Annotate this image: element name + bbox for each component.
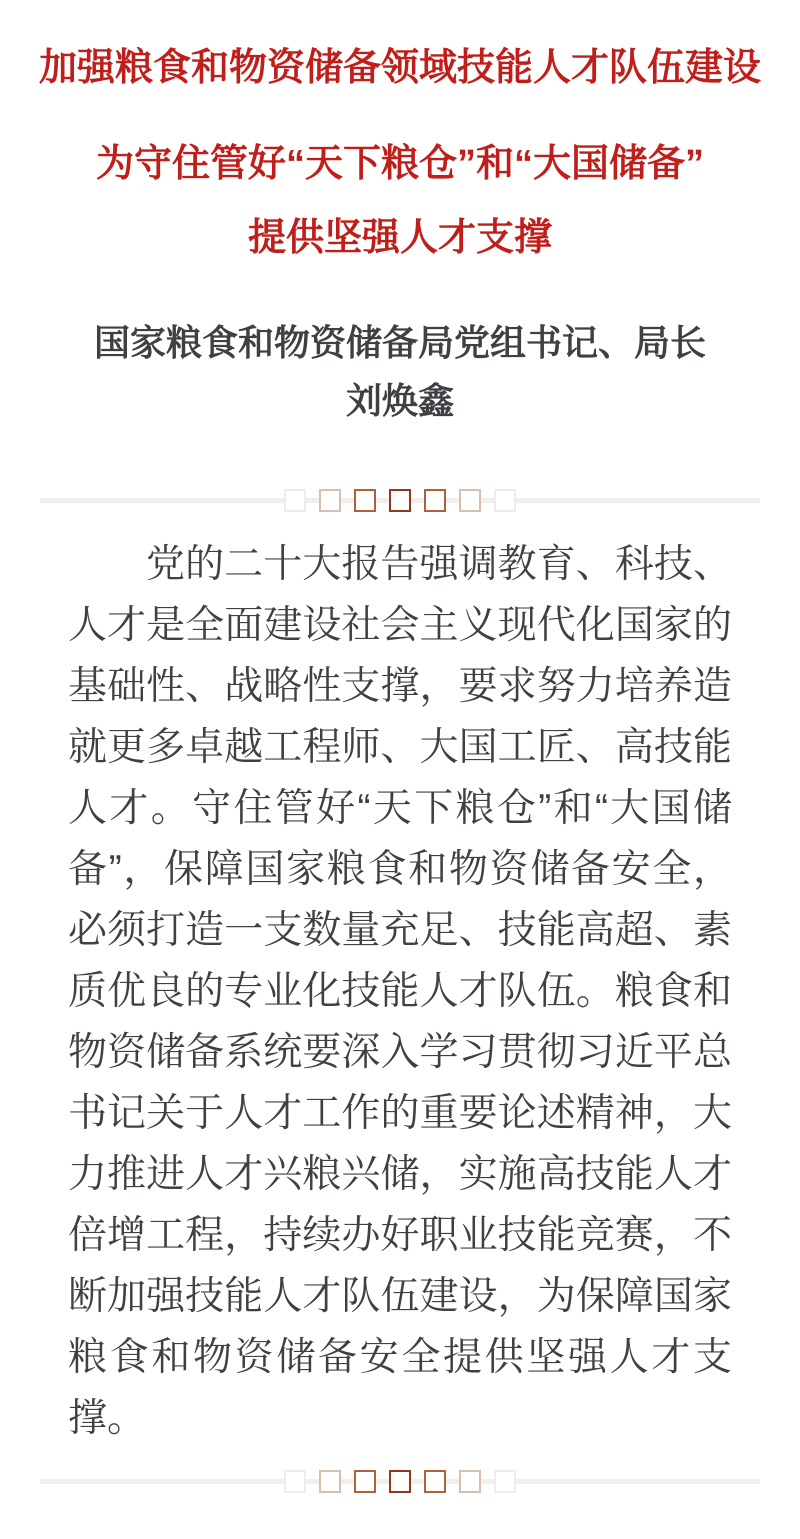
divider-squares (284, 489, 516, 512)
divider-squares (284, 1470, 516, 1493)
divider-square (284, 1470, 306, 1493)
divider-square (494, 489, 516, 512)
paragraph-line: 备”，保障国家粮食和物资储备安全， (68, 848, 732, 891)
divider-square (494, 1470, 516, 1493)
paragraph-line: 人才是全面建设社会主义现代化国家的 (68, 604, 732, 647)
paragraph-line: 必须打造一支数量充足、技能高超、素 (68, 909, 732, 952)
divider-square (354, 1470, 376, 1493)
paragraph-line: 断加强技能人才队伍建设，为保障国家 (68, 1275, 732, 1318)
paragraph-line: 撑。 (68, 1397, 147, 1440)
article-body (0, 534, 800, 1449)
divider-square (389, 489, 411, 512)
paragraph-line: 粮食和物资储备安全提供坚强人才支 (68, 1336, 732, 1379)
paragraph-line: 就更多卓越工程师、大国工匠、高技能 (68, 726, 732, 769)
paragraph-line: 力推进人才兴粮兴储，实施高技能人才 (68, 1153, 732, 1196)
divider-square (424, 489, 446, 512)
article-title-line-3: 提供坚强人才支撑 (247, 217, 552, 259)
divider-square (459, 1470, 481, 1493)
byline-author-name: 刘焕鑫 (345, 380, 454, 421)
divider-square (319, 489, 341, 512)
paragraph-line: 物资储备系统要深入学习贯彻习近平总 (68, 1031, 732, 1074)
paragraph-line: 倍增工程，持续办好职业技能竞赛，不 (68, 1214, 732, 1257)
article-header (0, 46, 800, 260)
byline (0, 322, 800, 422)
paragraph-line: 基础性、战略性支撑，要求努力培养造 (68, 665, 732, 708)
divider-square (354, 489, 376, 512)
divider-square (424, 1470, 446, 1493)
divider-square (389, 1470, 411, 1493)
divider-square (284, 489, 306, 512)
article-title-line-1: 加强粮食和物资储备领域技能人才队伍建设 (38, 47, 761, 89)
divider-square (319, 1470, 341, 1493)
section-divider-bottom (40, 1467, 760, 1495)
paragraph-line: 书记关于人才工作的重要论述精神，大 (68, 1092, 732, 1135)
paragraph-line: 质优良的专业化技能人才队伍。粮食和 (68, 970, 732, 1013)
paragraph-line: 党的二十大报告强调教育、科技、 (146, 543, 732, 586)
article-title-line-2: 为守住管好“天下粮仓”和“大国储备” (95, 143, 704, 185)
section-divider-top (40, 486, 760, 514)
byline-organization-role: 国家粮食和物资储备局党组书记、局长 (93, 322, 706, 363)
paragraph-line: 人才。守住管好“天下粮仓”和“大国储 (68, 787, 732, 830)
divider-square (459, 489, 481, 512)
